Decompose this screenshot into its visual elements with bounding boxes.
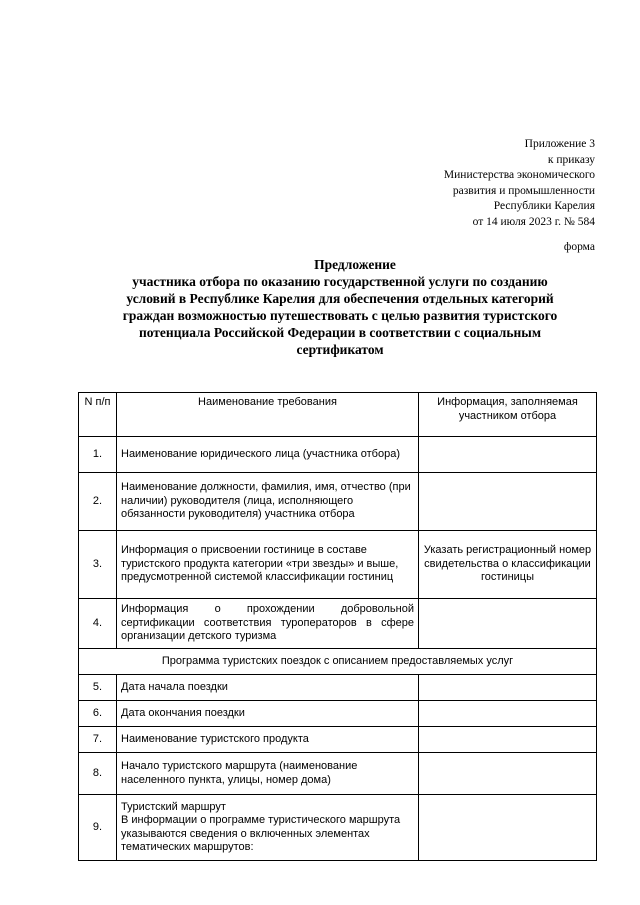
table-row: [79, 473, 597, 531]
row-info-cell[interactable]: [419, 727, 597, 753]
route-description: В информации о программе туристического маршрута указываются сведения о включенных элементах тематических маршрутов:: [121, 814, 401, 853]
row-requirement: Дата начала поездки: [117, 675, 419, 701]
section-header-row: [79, 649, 597, 675]
attachment-line: Приложение 3: [524, 138, 595, 150]
row-info-cell[interactable]: [419, 701, 597, 727]
attachment-line: к приказу: [547, 153, 595, 166]
row-requirement: [117, 795, 419, 861]
title-line: граждан возможностью путешествовать с целью развития туристского: [122, 308, 558, 323]
attachment-line: от 14 июля 2023 г. № 584: [472, 215, 595, 228]
attachment-line: Республики Карелия: [493, 200, 595, 212]
table-row: [79, 701, 597, 727]
row-info-cell[interactable]: Указать регистрационный номер свидетельства о классификации гостиницы: [419, 531, 597, 599]
row-info-cell[interactable]: [419, 675, 597, 701]
table-header-row: [79, 393, 597, 437]
section-header: Программа туристских поездок с описанием предоставляемых услуг: [79, 649, 597, 675]
title-line: потенциала Российской Федерации в соответствии с социальным: [138, 325, 542, 340]
title-line: участника отбора по оказанию государственной услуги по созданию: [132, 274, 548, 289]
row-info-cell[interactable]: [419, 753, 597, 795]
header-info: Информация, заполняемая участником отбора: [419, 393, 597, 437]
row-requirement: Информация о прохождении добровольной сертификации соответствия туроператоров в сфере организации детского туризма: [117, 599, 419, 649]
row-info-cell[interactable]: [419, 473, 597, 531]
attachment-line: развития и промышленности: [452, 184, 595, 197]
table-row: [79, 531, 597, 599]
row-number: 5.: [79, 675, 117, 701]
row-number: 6.: [79, 701, 117, 727]
form-label: форма: [563, 241, 595, 253]
row-number: 8.: [79, 753, 117, 795]
row-number: 3.: [79, 531, 117, 599]
row-requirement: Наименование должности, фамилия, имя, отчество (при наличии) руководителя (лица, исполняющего обязанности руководителя) участника отбора: [117, 473, 419, 531]
row-requirement: Информация о присвоении гостинице в составе туристского продукта категории «три звезды» и выше, предусмотренной системой классификации гостиниц: [117, 531, 419, 599]
attachment-line: Министерства экономического: [443, 169, 595, 181]
row-number: 9.: [79, 795, 117, 861]
title-heading: Предложение: [314, 257, 396, 272]
route-title: Туристский маршрут: [121, 800, 226, 813]
table-row: [79, 675, 597, 701]
requirements-table: [78, 392, 597, 861]
header-num: N п/п: [79, 393, 117, 437]
header-name: Наименование требования: [117, 393, 419, 437]
row-number: 1.: [79, 437, 117, 473]
row-number: 4.: [79, 599, 117, 649]
table-row: [79, 795, 597, 861]
row-number: 7.: [79, 727, 117, 753]
table-row: [79, 727, 597, 753]
title-line: условий в Республике Карелия для обеспечения отдельных категорий: [126, 291, 554, 306]
row-requirement: Дата окончания поездки: [117, 701, 419, 727]
row-info-cell[interactable]: [419, 599, 597, 649]
table-row: [79, 599, 597, 649]
table-row: [79, 437, 597, 473]
row-number: 2.: [79, 473, 117, 531]
document-title: [80, 256, 600, 358]
row-requirement: Наименование юридического лица (участника отбора): [117, 437, 419, 473]
row-info-cell[interactable]: [419, 437, 597, 473]
row-requirement: Наименование туристского продукта: [117, 727, 419, 753]
title-line: сертификатом: [296, 342, 384, 357]
attachment-block: [444, 137, 595, 230]
row-info-cell[interactable]: [419, 795, 597, 861]
row-requirement: Начало туристского маршрута (наименование населенного пункта, улицы, номер дома): [117, 753, 419, 795]
table-row: [79, 753, 597, 795]
